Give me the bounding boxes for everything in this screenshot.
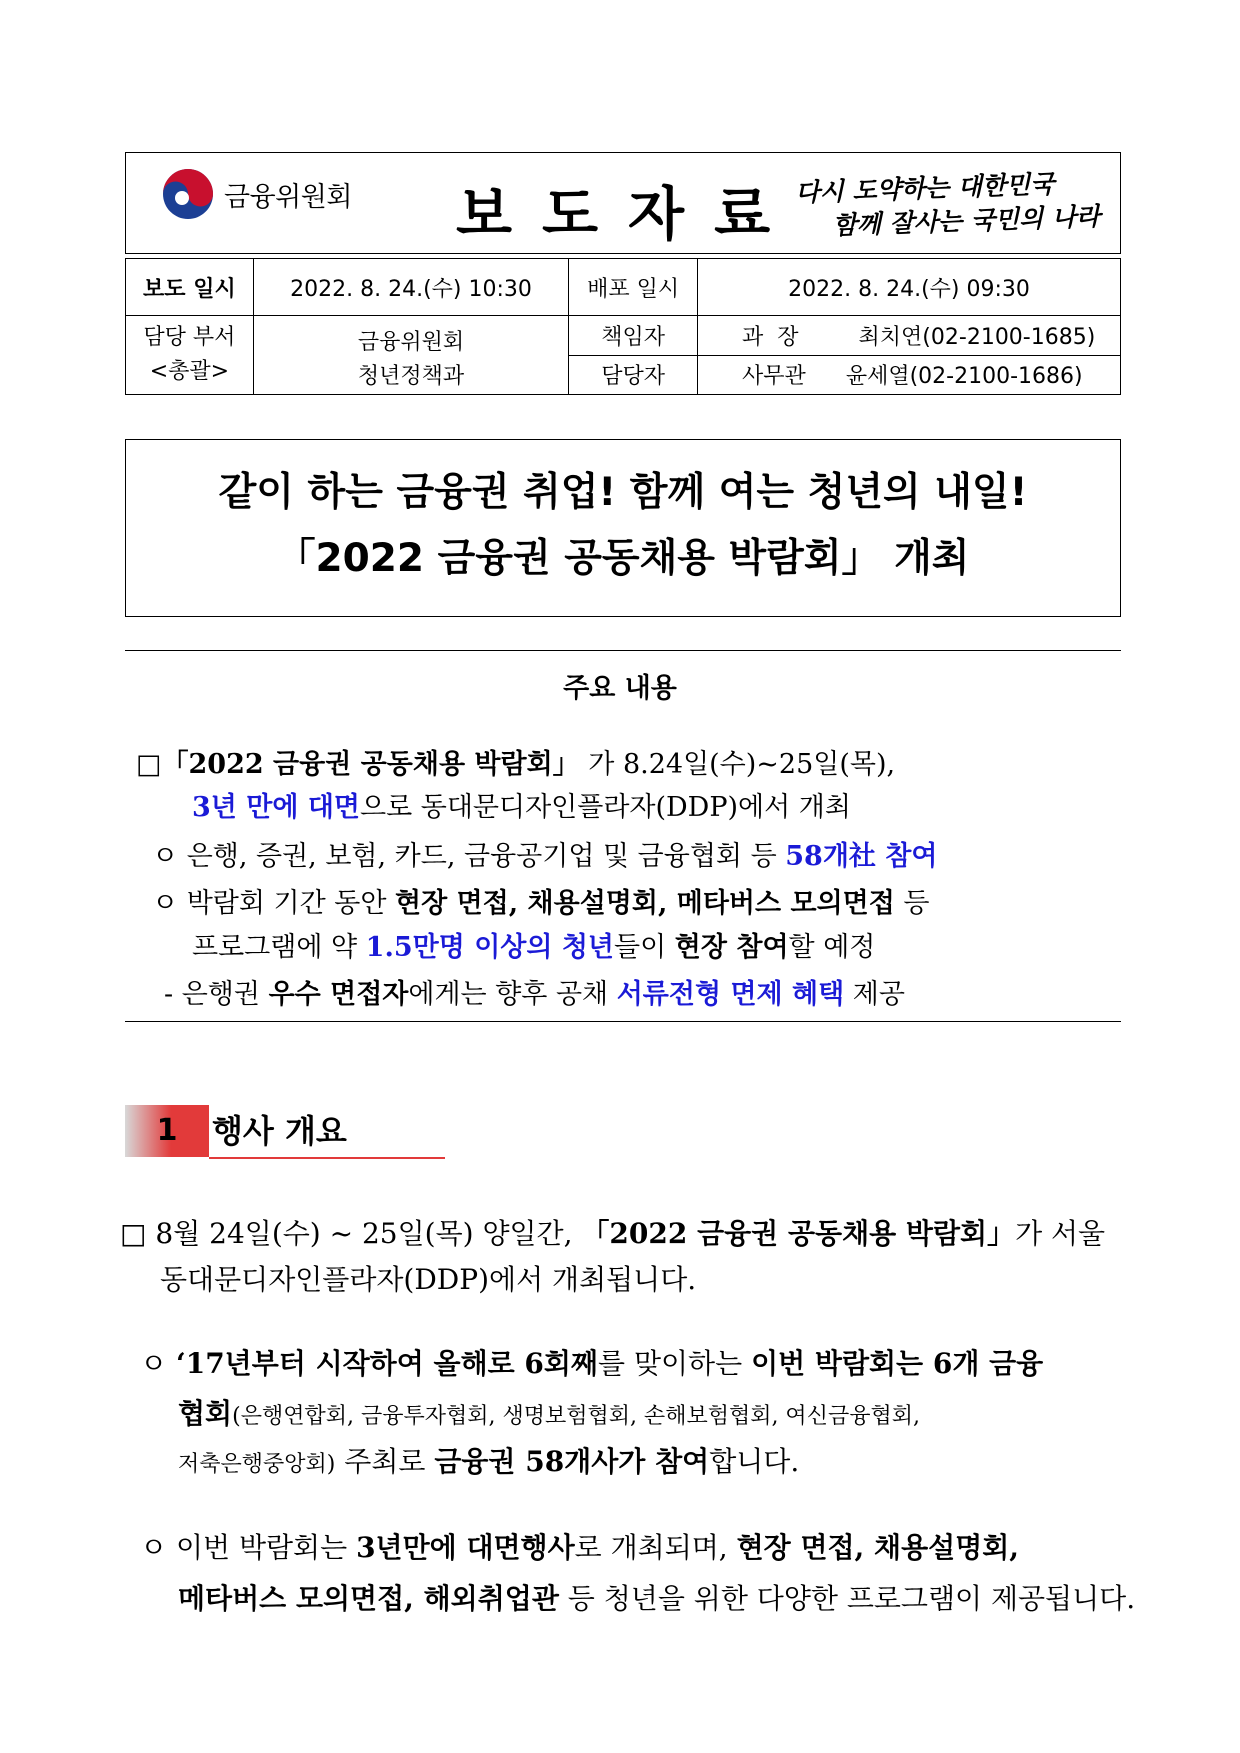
headline-line-2: 「2022 금융권 공동채용 박람회」 개최 — [276, 536, 970, 581]
summary-circle-2: ㅇ 박람회 기간 동안 현장 면접, 채용설명회, 메타버스 모의면접 등 — [152, 888, 930, 919]
summary-heading: 주요 내용 — [563, 673, 677, 704]
org-logo — [162, 168, 352, 220]
headline-box — [125, 439, 1121, 617]
press-date-value: 2022. 8. 24.(수) 10:30 — [253, 259, 568, 316]
press-header — [125, 152, 1121, 254]
dist-date-label: 배포 일시 — [569, 259, 698, 316]
section1-circle-1-line-3: 저축은행중앙회) 주최로 금융권 58개사가 참여합니다. — [178, 1445, 800, 1478]
section-underline — [209, 1157, 445, 1159]
headline-line-1: 같이 하는 금융권 취업! 함께 여는 청년의 내일! — [218, 470, 1028, 515]
responsible-contact: 과 장 최치연(02-2100-1685) — [698, 316, 1121, 356]
summary-dash-1: - 은행권 우수 면접자에게는 향후 공채 서류전형 면제 혜택 제공 — [164, 979, 905, 1010]
section1-para-1: □ 8월 24일(수) ~ 25일(목) 양일간, 「2022 금융권 공동채용 박람회」가 서울 — [120, 1217, 1106, 1250]
summary-bottom-rule — [125, 1021, 1121, 1022]
government-slogan — [795, 166, 1101, 245]
dept-label: 담당 부서 <총괄> — [126, 316, 254, 395]
section1-circle-1: ㅇ ‘17년부터 시작하여 올해로 6회째를 맞이하는 이번 박람회는 6개 금융 — [140, 1347, 1044, 1380]
taegeuk-icon — [162, 168, 214, 220]
responsible-label: 책임자 — [569, 316, 698, 356]
slogan-line-1: 다시 도약하는 대한민국 — [795, 169, 1056, 208]
section-title: 행사 개요 — [212, 1112, 347, 1150]
summary-bullet-1: □「2022 금융권 공동채용 박람회」 가 8.24일(수)~25일(목), — [136, 749, 896, 780]
staff-label: 담당자 — [569, 355, 698, 395]
dept-value: 금융위원회 청년정책과 — [253, 316, 568, 395]
section1-circle-1-line-2: 협회(은행연합회, 금융투자협회, 생명보험협회, 손해보험협회, 여신금융협회, — [178, 1397, 920, 1430]
summary-circle-1: ㅇ 은행, 증권, 보험, 카드, 금융공기업 및 금융협회 등 58개社 참여 — [152, 841, 938, 872]
section1-circle-2: ㅇ 이번 박람회는 3년만에 대면행사로 개최되며, 현장 면접, 채용설명회, — [140, 1531, 1020, 1564]
org-name: 금융위원회 — [224, 181, 352, 213]
staff-contact: 사무관 윤세열(02-2100-1686) — [698, 355, 1121, 395]
dist-date-value: 2022. 8. 24.(수) 09:30 — [698, 259, 1121, 316]
summary-bullet-1-line-2: 3년 만에 대면으로 동대문디자인플라자(DDP)에서 개최 — [192, 792, 851, 823]
section-number: 1 — [125, 1105, 209, 1157]
summary-top-rule — [125, 650, 1121, 651]
section1-para-1-line-2: 동대문디자인플라자(DDP)에서 개최됩니다. — [160, 1263, 697, 1296]
release-info-table — [125, 258, 1121, 395]
press-date-label: 보도 일시 — [126, 259, 254, 316]
slogan-line-2: 함께 잘사는 국민의 나라 — [832, 201, 1101, 241]
press-release-title: 보도자료 — [456, 180, 801, 248]
summary-circle-2-line-2: 프로그램에 약 1.5만명 이상의 청년들이 현장 참여할 예정 — [192, 932, 876, 963]
section1-circle-2-line-2: 메타버스 모의면접, 해외취업관 등 청년을 위한 다양한 프로그램이 제공됩니다. — [178, 1582, 1136, 1615]
